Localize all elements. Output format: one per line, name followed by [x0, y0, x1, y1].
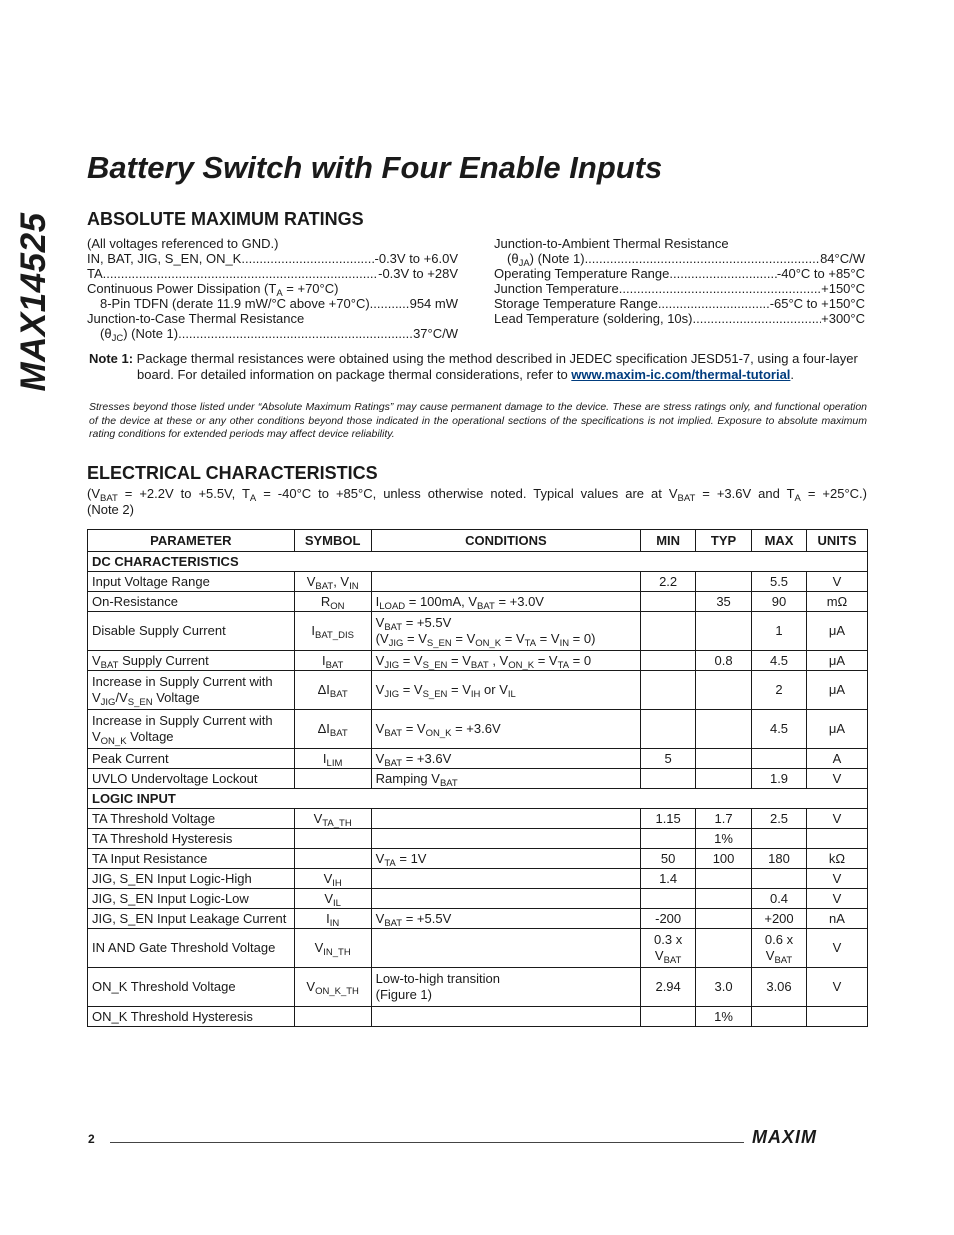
table-row: JIG, S_EN Input Logic-Low $V_{IL}$ 0.4 V	[88, 889, 868, 909]
col-header-symbol: SYMBOL	[294, 530, 371, 552]
table-row: Increase in Supply Current with $V_{ON\_K}$ Voltage $\Delta I_{BAT}$ $V_{BAT} = V_{ON\_K} = +3.6V$ 4.5 μA	[88, 710, 868, 749]
table-row: IN AND Gate Threshold Voltage $V_{IN\_TH}$ 0.3 x $V_{BAT}$ 0.6 x $V_{BAT}$ V	[88, 929, 868, 968]
table-row: ON_K Threshold Voltage $V_{ON\_K\_TH}$ Low-to-high transition (Figure 1) 2.94 3.0 3.06 V	[88, 968, 868, 1007]
amr-left-column	[87, 236, 458, 341]
page-number: 2	[88, 1132, 95, 1146]
ec-note2: (Note 2)	[87, 502, 134, 517]
table-row: On-Resistance $R_{ON}$ $I_{LOAD} = 100mA$, $V_{BAT} = +3.0V$ 35 90 mΩ	[88, 592, 868, 612]
amr-rating-line: IN, BAT, JIG, S_EN, ON_K ..... -0.3V to +6.0V	[87, 251, 458, 266]
page-title: Battery Switch with Four Enable Inputs	[87, 150, 663, 185]
table-header-row	[88, 530, 868, 552]
amr-rating-line: $(\theta_{JA})$ (Note 1) ..... 84°C/W	[494, 251, 865, 266]
table-row: TA Threshold Voltage $V_{TA\_TH}$ 1.15 1.7 2.5 V	[88, 809, 868, 829]
leader-dots	[619, 281, 821, 296]
leader-dots	[693, 311, 822, 326]
table-row: TA Threshold Hysteresis 1%	[88, 829, 868, 849]
leader-dots	[370, 296, 410, 311]
leader-dots	[241, 251, 374, 266]
amr-rating-line: $(\theta_{JC})$ (Note 1) ..... 37°C/W	[87, 326, 458, 341]
table-row: ON_K Threshold Hysteresis 1%	[88, 1007, 868, 1027]
table-row: Disable Supply Current $I_{BAT\_DIS}$ $V_{BAT} = +5.5V$ $(V_{JIG} = V_{S\_EN} = V_{ON\_K} = V_{TA} = V_{IN} = 0)$ 1 μA	[88, 612, 868, 651]
table-row: $V_{BAT}$ Supply Current $I_{BAT}$ $V_{JIG} = V_{S\_EN} = V_{BAT}$ , $V_{ON\_K} = V_{TA} = 0$ 0.8 4.5 μA	[88, 651, 868, 671]
col-header-units: UNITS	[806, 530, 867, 552]
amr-rating-line: (All voltages referenced to GND.)	[87, 236, 279, 251]
amr-rating-line: Junction-to-Ambient Thermal Resistance	[494, 236, 729, 251]
thermal-tutorial-link[interactable]: www.maxim-ic.com/thermal-tutorial	[571, 366, 791, 382]
table-row: Increase in Supply Current with $V_{JIG}/V_{S\_EN}$ Voltage $\Delta I_{BAT}$ $V_{JIG} = V_{S\_EN} = V_{IH}$ or $V_{IL}$ 2 μA	[88, 671, 868, 710]
table-row: Input Voltage Range $V_{BAT}$, $V_{IN}$ 2.2 5.5 V	[88, 572, 868, 592]
col-header-conditions: CONDITIONS	[371, 530, 641, 552]
note-1: Note 1: Package thermal resistances were obtained using the method described in JEDEC specification JESD51-7, using a four-layer board. For detailed information on package thermal considerations, refer to www.maxim-ic.com/thermal-tutorial.	[89, 351, 858, 382]
leader-dots	[658, 296, 770, 311]
table-row: Peak Current $I_{LIM}$ $V_{BAT} = +3.6V$ 5 A	[88, 749, 868, 769]
amr-rating-line: Junction-to-Case Thermal Resistance	[87, 311, 305, 326]
table-row: TA Input Resistance $V_{TA} = 1V$ 50 100 180 kΩ	[88, 849, 868, 869]
table-row: JIG, S_EN Input Logic-High $V_{IH}$ 1.4 V	[88, 869, 868, 889]
leader-dots	[585, 251, 821, 266]
amr-rating-line: Junction Temperature ..... +150°C	[494, 281, 865, 296]
ec-table	[87, 529, 868, 1027]
amr-rating-line: TA ..... -0.3V to +28V	[87, 266, 458, 281]
col-header-parameter: PARAMETER	[88, 530, 295, 552]
ec-heading: ELECTRICAL CHARACTERISTICS	[87, 463, 378, 483]
amr-right-column	[494, 236, 865, 326]
amr-rating-line: Storage Temperature Range ..... -65°C to +150°C	[494, 296, 865, 311]
amr-rating-line: Operating Temperature Range ..... -40°C to +85°C	[494, 266, 865, 281]
col-header-min: MIN	[641, 530, 696, 552]
amr-rating-line: 8-Pin TDFN (derate 11.9 mW/°C above +70°C) ..... 954 mW	[87, 296, 458, 311]
footer-rule	[110, 1142, 744, 1143]
leader-dots	[103, 266, 378, 281]
amr-rating-line: Continuous Power Dissipation $(T_A = +70^\circ C)$	[87, 281, 339, 296]
table-row: UVLO Undervoltage Lockout Ramping $V_{BAT}$ 1.9 V	[88, 769, 868, 789]
amr-heading: ABSOLUTE MAXIMUM RATINGS	[87, 209, 364, 229]
maxim-logo: MAXIM	[752, 1127, 817, 1147]
side-part-number: MAX14525	[14, 212, 53, 392]
table-row: JIG, S_EN Input Leakage Current $I_{IN}$ $V_{BAT} = +5.5V$ -200 +200 nA	[88, 909, 868, 929]
col-header-typ: TYP	[696, 530, 752, 552]
ec-conditions: ($V_{BAT} = +2.2V$ to +5.5V, $T_A = -40^\circ C$ to +85°C, unless otherwise noted. Typical values are at $V_{BAT} = +3.6V$ and $T_A = +25^\circ C$.)	[87, 486, 867, 504]
amr-rating-line: Lead Temperature (soldering, 10s) ..... +300°C	[494, 311, 865, 326]
stress-disclaimer: Stresses beyond those listed under “Absolute Maximum Ratings” may cause permanent damage to the device. These are stress ratings only, and functional operation of the device at these or any other conditions beyond those indicated in the operational sections of the specifications is not implied. Exposure to absolute maximum rating conditions for extended periods may affect device reliability.	[89, 401, 867, 440]
section-row: DC CHARACTERISTICS	[88, 552, 868, 572]
col-header-max: MAX	[752, 530, 807, 552]
leader-dots	[178, 326, 413, 341]
leader-dots	[669, 266, 777, 281]
section-row: LOGIC INPUT	[88, 789, 868, 809]
